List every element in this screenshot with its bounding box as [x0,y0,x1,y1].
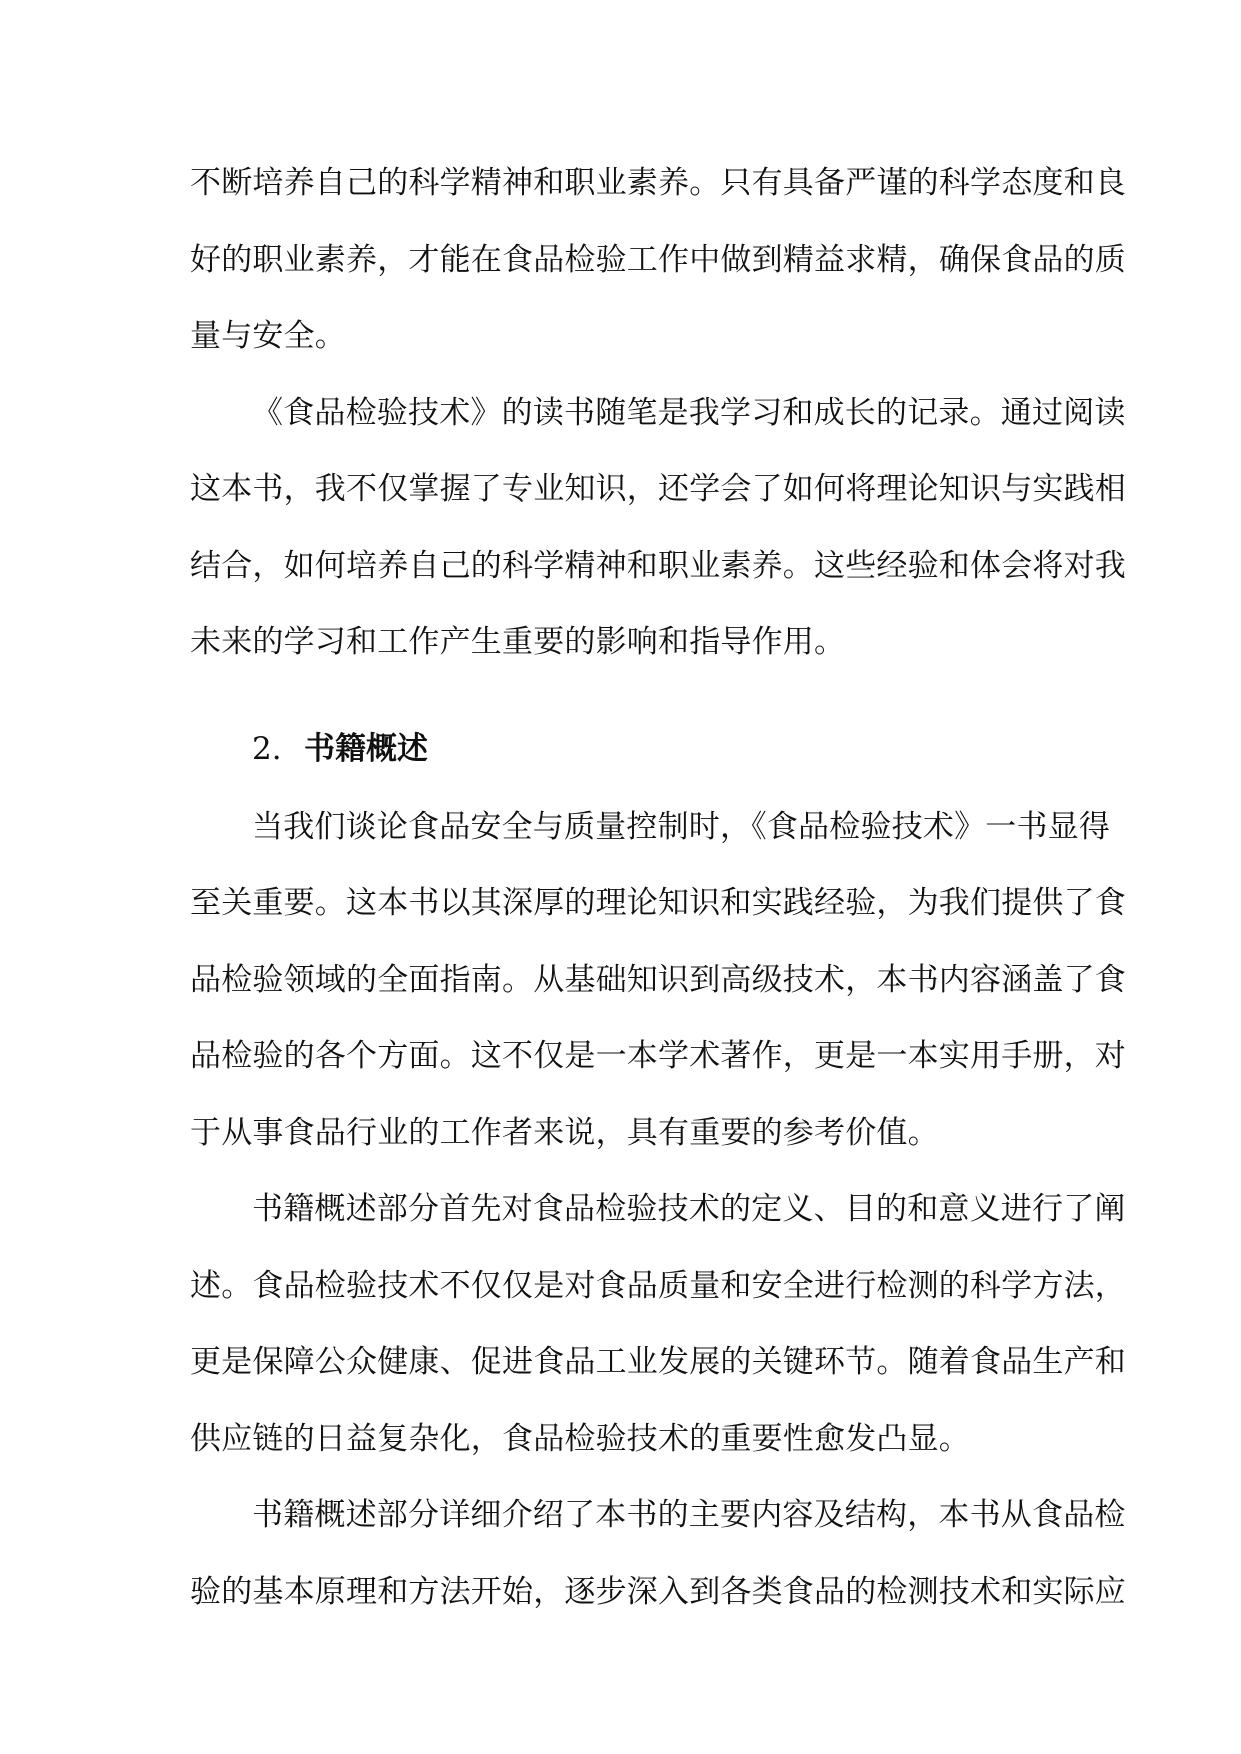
text-line: 于从事食品行业的工作者来说，具有重要的参考价值。 [190,1114,939,1151]
text-line: 书籍概述部分首先对食品检验技术的定义、目的和意义进行了阐 [252,1191,1126,1227]
text-line: 未来的学习和工作产生重要的影响和指导作用。 [190,624,846,660]
section-number: 2. [252,730,282,767]
document-page [190,145,1126,1630]
paragraph-5 [190,1477,1126,1630]
paragraph-2 [190,375,1126,681]
text-line: 不断培养自己的科学精神和职业素养。只有具备严谨的科学态度和良 [190,165,1126,201]
text-line: 验的基本原理和方法开始，逐步深入到各类食品的检测技术和实际应 [190,1573,1126,1610]
text-line: 好的职业素养，才能在食品检验工作中做到精益求精，确保食品的质 [190,241,1126,278]
text-line: 供应链的日益复杂化，食品检验技术的重要性愈发凸显。 [190,1420,970,1457]
text-line: 更是保障公众健康、促进食品工业发展的关键环节。随着食品生产和 [190,1344,1126,1380]
text-line: 结合，如何培养自己的科学精神和职业素养。这些经验和体会将对我 [190,547,1126,584]
text-line: 品检验的各个方面。这不仅是一本学术著作，更是一本实用手册，对 [190,1038,1126,1074]
text-line: 当我们谈论食品安全与质量控制时，《食品检验技术》一书显得 [252,808,1111,845]
section-title: 书籍概述 [304,730,428,767]
text-line: 《食品检验技术》的读书随笔是我学习和成长的记录。通过阅读 [252,394,1126,431]
text-line: 书籍概述部分详细介绍了本书的主要内容及结构，本书从食品检 [252,1497,1126,1533]
paragraph-4 [190,1171,1126,1477]
text-line: 量与安全。 [190,318,346,354]
text-line: 品检验领域的全面指南。从基础知识到高级技术，本书内容涵盖了食 [190,961,1126,998]
text-line: 述。食品检验技术不仅仅是对食品质量和安全进行检测的科学方法， [190,1267,1126,1304]
section-spacer [190,681,1050,709]
paragraph-1 [190,145,1126,375]
paragraph-3 [190,789,1126,1172]
section-heading [190,709,1050,789]
text-line: 至关重要。这本书以其深厚的理论知识和实践经验，为我们提供了食 [190,885,1126,921]
text-line: 这本书，我不仅掌握了专业知识，还学会了如何将理论知识与实践相 [190,471,1126,507]
